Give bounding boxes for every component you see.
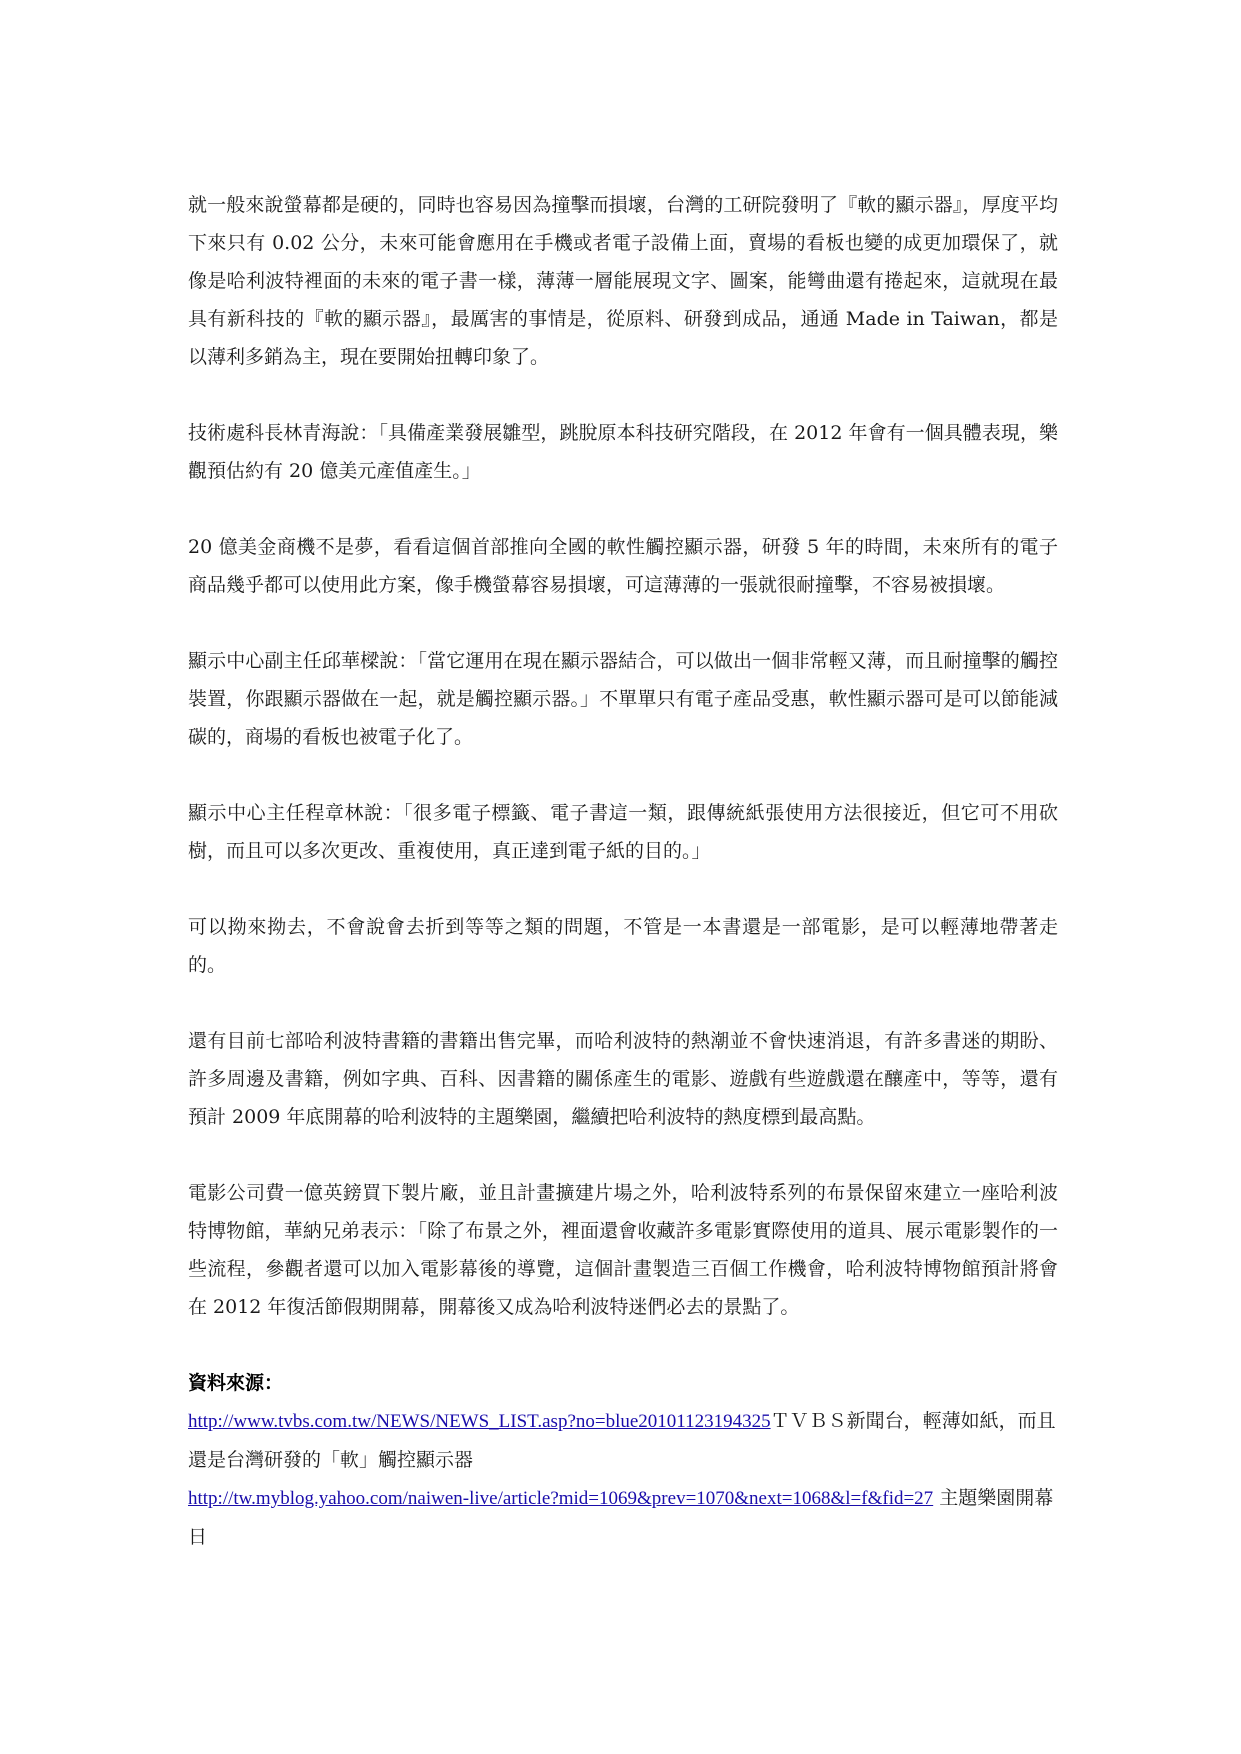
paragraph-quote-chiu: 顯示中心副主任邱華樑說：「當它運用在現在顯示器結合，可以做出一個非常輕又薄，而且耐撞擊的觸控裝置，你跟顯示器做在一起，就是觸控顯示器。」不單單只有電子產品受惠，軟性顯示器可是可以節能減碳的，商場的看板也被電子化了。 [188, 650, 1058, 748]
paragraph-quote-cheng: 顯示中心主任程章林說：「很多電子標籤、電子書這一類，跟傳統紙張使用方法很接近，但它可不用砍樹，而且可以多次更改、重複使用，真正達到電子紙的目的。」 [188, 802, 1058, 862]
sources-section [188, 1364, 1058, 1556]
source-description-tvbs: ＴＶＢＳ新聞台，輕薄如紙，而且還是台灣研發的「軟」觸控顯示器 [188, 1410, 1056, 1471]
paragraph-market-value: 20 億美金商機不是夢，看看這個首部推向全國的軟性觸控顯示器，研發 5 年的時間，未來所有的電子商品幾乎都可以使用此方案，像手機螢幕容易損壞，可這薄薄的一張就很耐撞擊，不容易被損壞。 [188, 536, 1058, 596]
paragraph-portability: 可以拗來拗去，不會說會去折到等等之類的問題，不管是一本書還是一部電影，是可以輕薄地帶著走的。 [188, 916, 1058, 976]
source-description-yahoo-blog: 主題樂園開幕日 [188, 1487, 1054, 1548]
paragraph-harry-potter-books: 還有目前七部哈利波特書籍的書籍出售完畢，而哈利波特的熱潮並不會快速消退，有許多書迷的期盼、許多周邊及書籍，例如字典、百科、因書籍的關係產生的電影、遊戲有些遊戲還在釀產中，等等，還有預計 2009 年底開幕的哈利波特的主題樂園，繼續把哈利波特的熱度標到最高點。 [188, 1030, 1058, 1128]
source-link-tvbs[interactable]: http://www.tvbs.com.tw/NEWS/NEWS_LIST.asp?no=blue20101123194325 [188, 1411, 771, 1432]
paragraph-quote-lin: 技術處科長林青海說：「具備產業發展雛型，跳脫原本科技研究階段，在 2012 年會有一個具體表現，樂觀預估約有 20 億美元產值產生。」 [188, 422, 1058, 482]
sources-heading: 資料來源： [188, 1372, 284, 1394]
source-item-yahoo-blog [188, 1479, 1058, 1556]
paragraph-harry-potter-museum: 電影公司費一億英鎊買下製片廠，並且計畫擴建片場之外，哈利波特系列的布景保留來建立一座哈利波特博物館，華納兄弟表示：「除了布景之外，裡面還會收藏許多電影實際使用的道具、展示電影製作的一些流程，參觀者還可以加入電影幕後的導覽，這個計畫製造三百個工作機會，哈利波特博物館預計將會在 2012 年復活節假期開幕，開幕後又成為哈利波特迷們必去的景點了。 [188, 1182, 1058, 1318]
article-body [188, 186, 1058, 1556]
source-item-tvbs [188, 1402, 1058, 1479]
paragraph-flexible-display-intro: 就一般來說螢幕都是硬的，同時也容易因為撞擊而損壞，台灣的工研院發明了『軟的顯示器』，厚度平均下來只有 0.02 公分，未來可能會應用在手機或者電子設備上面，賣場的看板也變的成更加環保了，就像是哈利波特裡面的未來的電子書一樣，薄薄一層能展現文字、圖案，能彎曲還有捲起來，這就現在最具有新科技的『軟的顯示器』，最厲害的事情是，從原料、研發到成品，通通 Made in Taiwan，都是以薄利多銷為主，現在要開始扭轉印象了。 [188, 194, 1058, 368]
source-link-yahoo-blog[interactable]: http://tw.myblog.yahoo.com/naiwen-live/article?mid=1069&prev=1070&next=1068&l=f&fid=27 [188, 1488, 934, 1509]
